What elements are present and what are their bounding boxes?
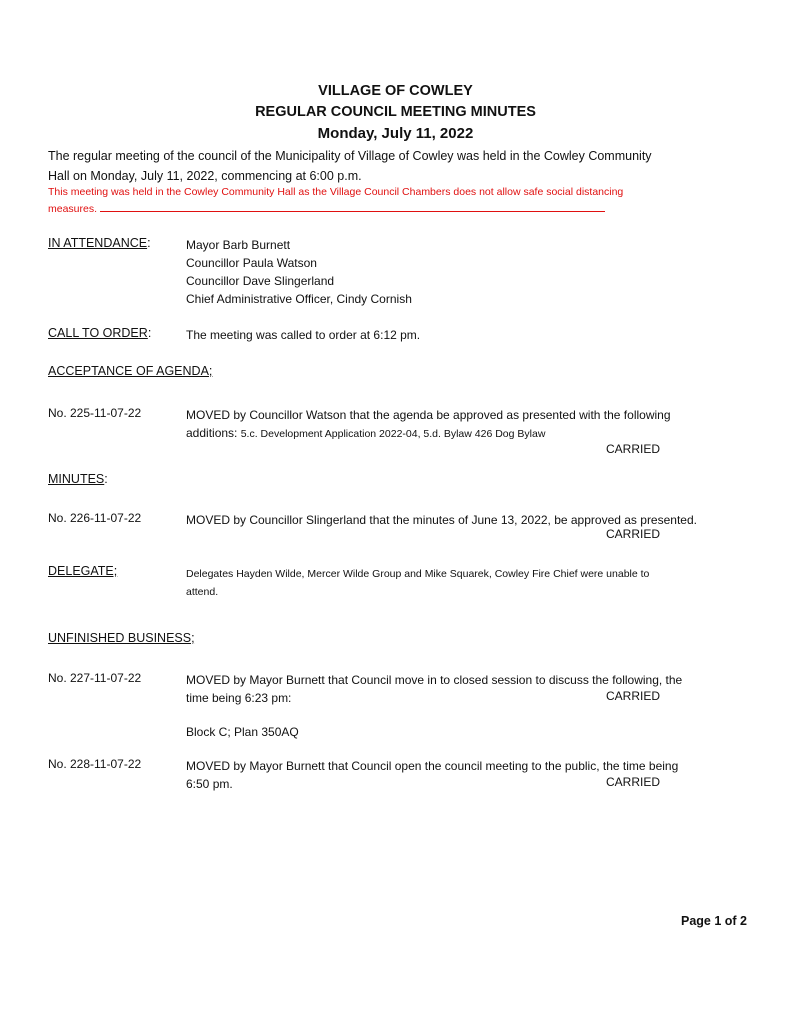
motion-number: No. 226-11-07-22 xyxy=(48,511,142,525)
agenda-additions: 5.c. Development Application 2022-04, 5.d. Bylaw 426 Dog Bylaw xyxy=(240,428,546,440)
attendee: Councillor Paula Watson xyxy=(186,256,317,270)
call-to-order-label: CALL TO ORDER xyxy=(48,326,148,340)
motion-text xyxy=(186,757,678,793)
notice-underline xyxy=(100,201,605,212)
motion-number: No. 225-11-07-22 xyxy=(48,406,142,420)
motion-status: CARRIED xyxy=(606,775,661,789)
document-title: VILLAGE OF COWLEY xyxy=(318,83,473,99)
delegate-line: Delegates Hayden Wilde, Mercer Wilde Group and Mike Squarek, Cowley Fire Chief were unable to xyxy=(186,568,650,580)
motion-note: Block C; Plan 350AQ xyxy=(186,725,299,739)
call-to-order-heading: CALL TO ORDER: xyxy=(48,326,152,340)
document-subtitle: REGULAR COUNCIL MEETING MINUTES xyxy=(255,104,536,120)
intro-line-2: Hall on Monday, July 11, 2022, commencing at 6:00 p.m. xyxy=(48,169,362,183)
page-number: Page 1 of 2 xyxy=(681,914,747,928)
motion-line-part: additions: xyxy=(186,426,238,440)
motion-line: 6:50 pm. xyxy=(186,777,233,791)
call-to-order-text: The meeting was called to order at 6:12 pm. xyxy=(186,328,421,342)
motion-status: CARRIED xyxy=(606,527,661,541)
minutes-label: MINUTES xyxy=(48,472,105,486)
notice-line-2 xyxy=(48,201,605,218)
motion-status: CARRIED xyxy=(606,442,661,456)
attendance-heading: IN ATTENDANCE: xyxy=(48,236,151,250)
notice-line-2-text: measures. xyxy=(48,203,98,215)
motion-text xyxy=(186,406,671,443)
minutes-heading: MINUTES: xyxy=(48,472,108,486)
attendee: Councillor Dave Slingerland xyxy=(186,274,335,288)
delegate-line: attend. xyxy=(186,586,219,598)
motion-line: MOVED by Mayor Burnett that Council open the council meeting to the public, the time being xyxy=(186,759,679,773)
motion-number: No. 228-11-07-22 xyxy=(48,757,142,771)
motion-text: MOVED by Councillor Slingerland that the minutes of June 13, 2022, be approved as presented. xyxy=(186,513,697,527)
motion-line: MOVED by Councillor Watson that the agenda be approved as presented with the following xyxy=(186,408,671,422)
delegate-heading: DELEGATE; xyxy=(48,564,118,578)
intro-line-1: The regular meeting of the council of the Municipality of Village of Cowley was held in the Cowley Community xyxy=(48,149,652,163)
motion-line: time being 6:23 pm: xyxy=(186,691,292,705)
attendee: Mayor Barb Burnett xyxy=(186,238,291,252)
notice-line-1: This meeting was held in the Cowley Community Hall as the Village Council Chambers does not allow safe social distancing xyxy=(48,186,624,198)
attendee: Chief Administrative Officer, Cindy Cornish xyxy=(186,292,412,306)
motion-status: CARRIED xyxy=(606,689,661,703)
motion-number: No. 227-11-07-22 xyxy=(48,671,142,685)
unfinished-business-heading: UNFINISHED BUSINESS; xyxy=(48,631,195,645)
motion-line: MOVED by Mayor Burnett that Council move in to closed session to discuss the following, the xyxy=(186,673,683,687)
motion-line xyxy=(186,424,671,443)
delegate-text xyxy=(186,565,649,601)
meeting-date: Monday, July 11, 2022 xyxy=(317,125,474,142)
agenda-heading: ACCEPTANCE OF AGENDA; xyxy=(48,364,213,378)
attendance-label: IN ATTENDANCE xyxy=(48,236,148,250)
attendance-list xyxy=(186,236,412,308)
